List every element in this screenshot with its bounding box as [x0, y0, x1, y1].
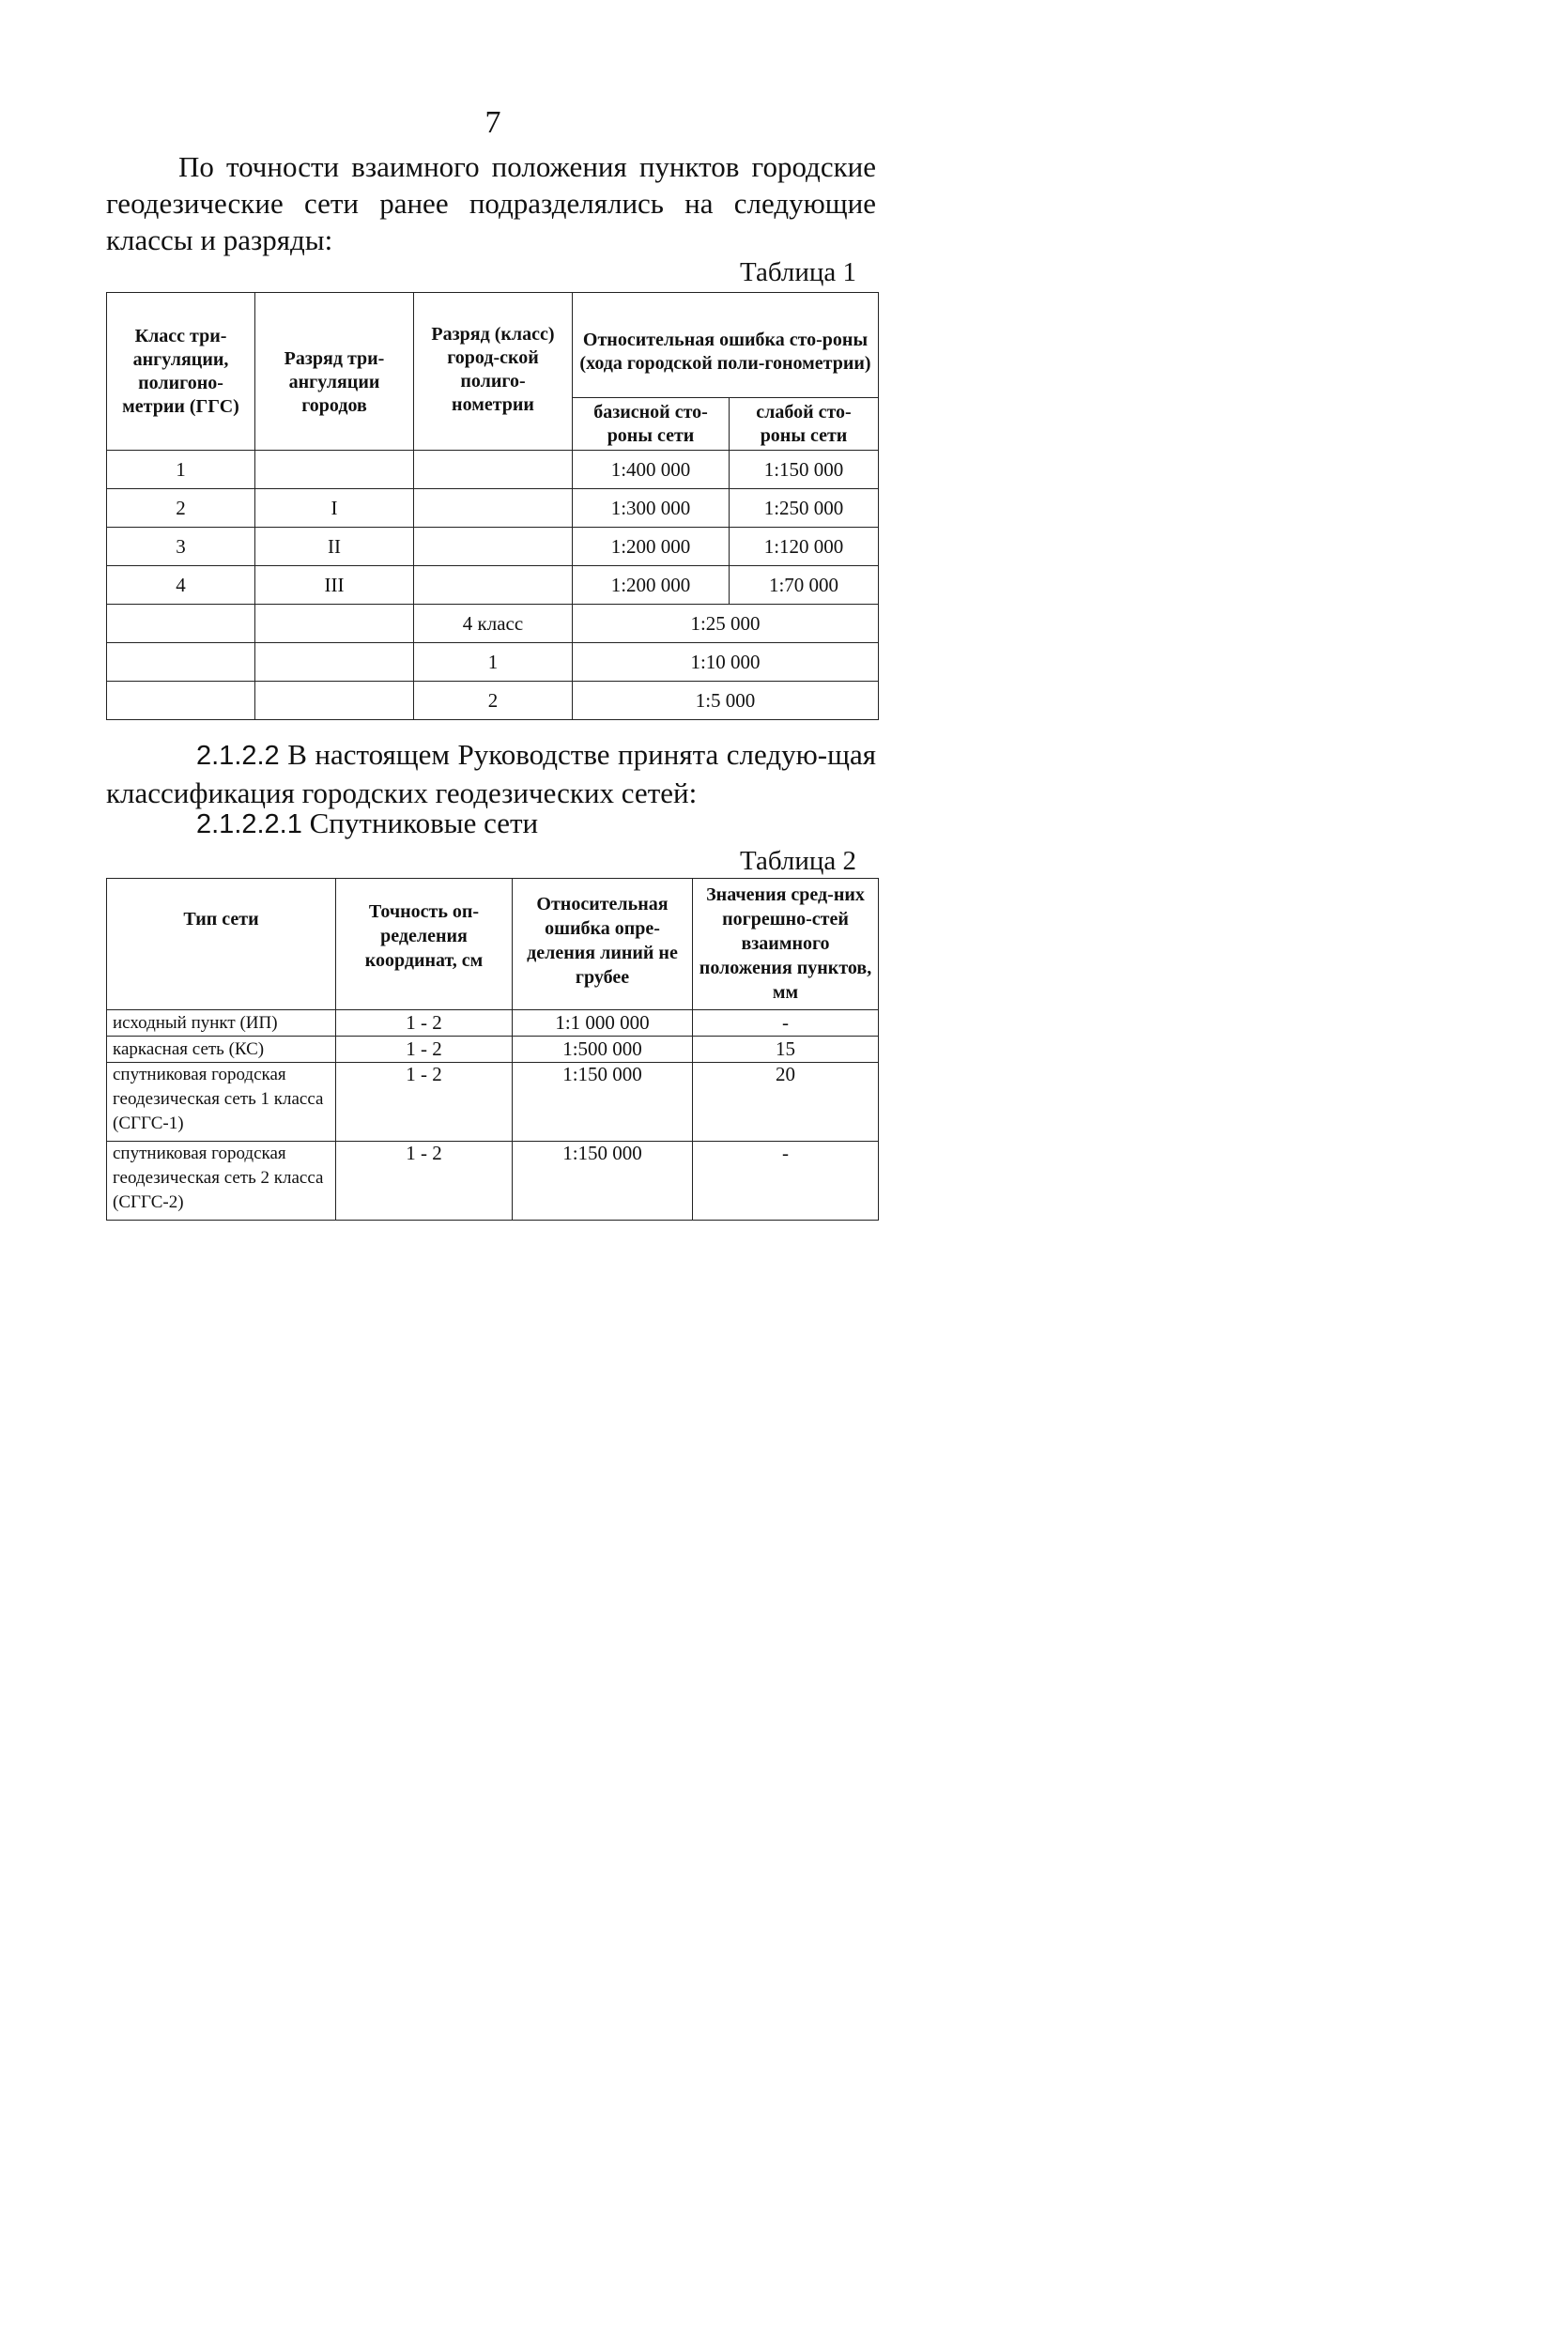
table1-cell [107, 682, 255, 720]
table1-cell [107, 643, 255, 682]
table-row [107, 605, 879, 643]
table2-cell: 1:150 000 [513, 1063, 693, 1142]
table2-header-type: Тип сети [107, 879, 336, 1010]
table2-cell-type: спутниковая городская геодезическая сеть 1 класса (СГГС-1) [107, 1063, 336, 1142]
table1-header-rel-error: Относительная ошибка сто-роны (хода городской поли-гонометрии) [573, 293, 879, 398]
table2-header-rel-error: Относительная ошибка опре-деления линий не грубее [513, 879, 693, 1010]
table1-cell-merged: 1:10 000 [573, 643, 879, 682]
intro-text: По точности взаимного положения пунктов городские геодезические сети ранее подразделялись на следующие классы и разряды: [106, 150, 876, 256]
table1-cell-merged: 1:25 000 [573, 605, 879, 643]
table1-cell: I [255, 489, 414, 528]
table-row [107, 682, 879, 720]
table1-cell: 1:300 000 [573, 489, 730, 528]
table2-cell: 1:500 000 [513, 1037, 693, 1063]
table-row [107, 489, 879, 528]
table-row [107, 643, 879, 682]
table1-cell: 1:150 000 [730, 451, 879, 489]
table2-cell: 1 - 2 [336, 1010, 513, 1037]
table1-cell: 1:400 000 [573, 451, 730, 489]
table1-cell [414, 528, 573, 566]
table1-cell [255, 643, 414, 682]
table2-cell: 15 [693, 1037, 879, 1063]
table1-cell: 1:120 000 [730, 528, 879, 566]
table1-cell: 1 [107, 451, 255, 489]
table1-cell: 1:70 000 [730, 566, 879, 605]
table2-cell: 1 - 2 [336, 1063, 513, 1142]
table-row [107, 1010, 879, 1037]
intro-paragraph [106, 148, 876, 258]
table2-header-accuracy: Точность оп-ределения координат, см [336, 879, 513, 1010]
table1-header-city-rank: Разряд (класс) город-ской полиго-нометрии [414, 293, 573, 451]
table1-cell: 3 [107, 528, 255, 566]
section-number: 2.1.2.2 [196, 741, 280, 771]
table1-header-rank: Разряд три-ангуляции городов [255, 293, 414, 451]
table-row [107, 1037, 879, 1063]
table2-header-mean-errors: Значения сред-них погрешно-стей взаимного положения пунктов, мм [693, 879, 879, 1010]
table1-cell [255, 605, 414, 643]
table1-cell: 2 [107, 489, 255, 528]
table2-cell: 1:1 000 000 [513, 1010, 693, 1037]
table1-cell: II [255, 528, 414, 566]
table-row [107, 1063, 879, 1142]
table1-cell: 2 [414, 682, 573, 720]
table2-cell-type: каркасная сеть (КС) [107, 1037, 336, 1063]
table2-cell: 1 - 2 [336, 1037, 513, 1063]
table1-cell-merged: 1:5 000 [573, 682, 879, 720]
table-row [107, 566, 879, 605]
table-row [107, 1142, 879, 1221]
subsection-title: Спутниковые сети [309, 807, 539, 839]
table1-header-row [107, 293, 879, 398]
table1-cell: 4 класс [414, 605, 573, 643]
table2-cell: 1 - 2 [336, 1142, 513, 1221]
subsection-heading [196, 805, 853, 843]
table1-cell: III [255, 566, 414, 605]
table2-cell: - [693, 1010, 879, 1037]
table1-cell: 1 [414, 643, 573, 682]
page-number: 7 [484, 105, 501, 140]
section-paragraph [106, 736, 876, 811]
table1-header-weak-side: слабой сто-роны сети [730, 398, 879, 451]
subsection-number: 2.1.2.2.1 [196, 809, 302, 839]
table1-cell [255, 682, 414, 720]
table2-caption: Таблица 2 [739, 846, 856, 876]
table1-cell: 1:200 000 [573, 566, 730, 605]
table2-cell: 1:150 000 [513, 1142, 693, 1221]
table1-cell [414, 489, 573, 528]
section-text: В настоящем Руководстве принята следую-щая классификация городских геодезических сетей: [106, 738, 876, 809]
table1-cell: 1:200 000 [573, 528, 730, 566]
table2 [106, 878, 879, 1221]
table2-cell: 20 [693, 1063, 879, 1142]
table2-cell: - [693, 1142, 879, 1221]
table1-cell [414, 451, 573, 489]
table1-header-base-side: базисной сто-роны сети [573, 398, 730, 451]
table2-cell-type: спутниковая городская геодезическая сеть 2 класса (СГГС-2) [107, 1142, 336, 1221]
table1-cell [255, 451, 414, 489]
table1 [106, 292, 879, 720]
table-row [107, 451, 879, 489]
table1-header-class: Класс три-ангуляции, полигоно-метрии (ГГС) [107, 293, 255, 451]
table1-caption: Таблица 1 [739, 257, 856, 287]
table2-header-row [107, 879, 879, 1010]
table1-cell [414, 566, 573, 605]
table1-cell [107, 605, 255, 643]
table2-cell-type: исходный пункт (ИП) [107, 1010, 336, 1037]
table1-cell: 4 [107, 566, 255, 605]
table1-cell: 1:250 000 [730, 489, 879, 528]
table-row [107, 528, 879, 566]
